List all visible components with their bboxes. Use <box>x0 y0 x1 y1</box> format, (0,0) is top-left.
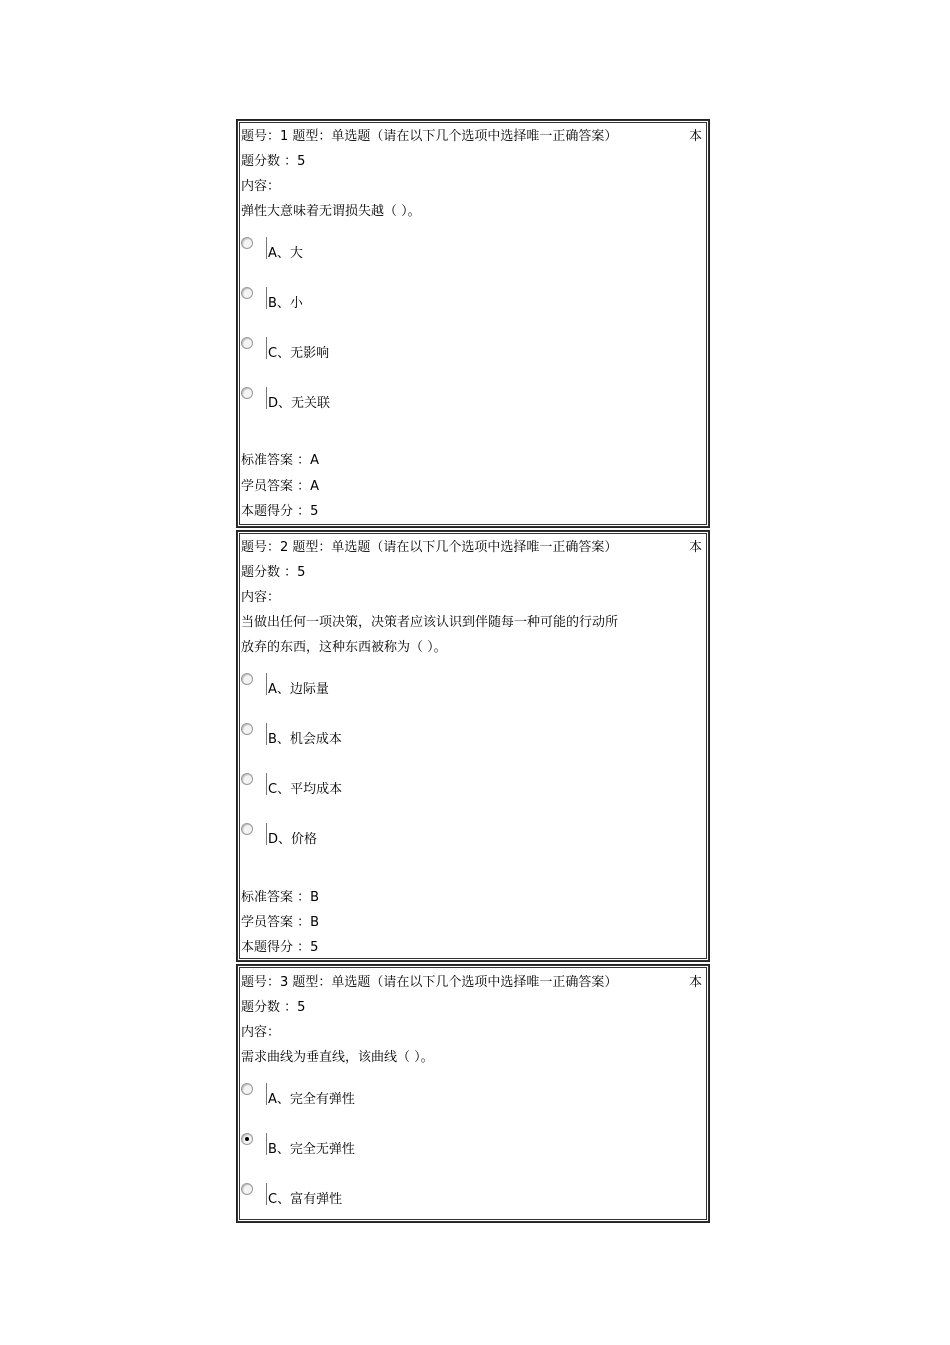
question-1-option-a[interactable] <box>241 237 541 263</box>
question-1-header: 题号：1 题型：单选题（请在以下几个选项中选择唯一正确答案） <box>241 129 618 144</box>
divider <box>266 387 267 409</box>
question-3-header: 题号：3 题型：单选题（请在以下几个选项中选择唯一正确答案） <box>241 975 618 990</box>
radio-icon[interactable] <box>241 773 253 785</box>
question-2-option-c[interactable] <box>241 773 541 799</box>
question-2-standard-answer: 标准答案 ：B <box>241 890 320 905</box>
question-2 <box>237 531 709 961</box>
question-1-option-d[interactable] <box>241 387 541 413</box>
option-label: C、平均成本 <box>268 782 343 797</box>
question-2-option-b[interactable] <box>241 723 541 749</box>
radio-icon[interactable] <box>241 1183 253 1195</box>
option-label: B、完全无弹性 <box>268 1142 355 1157</box>
radio-icon[interactable] <box>241 337 253 349</box>
divider <box>266 287 267 309</box>
question-3-option-a[interactable] <box>241 1083 541 1109</box>
question-2-content-label: 内容： <box>241 590 281 605</box>
option-label: B、机会成本 <box>268 732 342 747</box>
question-2-stem-line-2: 放弃的东西，这种东西被称为（ ）。 <box>241 640 447 655</box>
question-2-option-d[interactable] <box>241 823 541 849</box>
question-1-option-b[interactable] <box>241 287 541 313</box>
radio-icon[interactable] <box>241 823 253 835</box>
question-1-standard-answer: 标准答案 ：A <box>241 453 320 468</box>
option-label: C、富有弹性 <box>268 1192 343 1207</box>
option-label: A、边际量 <box>268 682 329 697</box>
question-3-header-right: 本 <box>688 975 702 990</box>
divider <box>266 1183 267 1205</box>
question-1-header-right: 本 <box>688 129 702 144</box>
question-1 <box>237 120 709 527</box>
option-label: B、小 <box>268 296 303 311</box>
option-label: A、完全有弹性 <box>268 1092 355 1107</box>
radio-selected-icon[interactable] <box>241 1133 253 1145</box>
option-label: A、大 <box>268 246 303 261</box>
radio-icon[interactable] <box>241 287 253 299</box>
radio-icon[interactable] <box>241 237 253 249</box>
divider <box>266 1133 267 1155</box>
divider <box>266 773 267 795</box>
radio-icon[interactable] <box>241 673 253 685</box>
divider <box>266 237 267 259</box>
question-3-stem: 需求曲线为垂直线，该曲线（ ）。 <box>241 1050 434 1065</box>
radio-icon[interactable] <box>241 387 253 399</box>
divider <box>266 1083 267 1105</box>
question-1-option-c[interactable] <box>241 337 541 363</box>
question-2-option-a[interactable] <box>241 673 541 699</box>
question-2-score: 题分数 ：5 <box>241 565 306 580</box>
radio-icon[interactable] <box>241 1083 253 1095</box>
question-3-score: 题分数 ：5 <box>241 1000 306 1015</box>
question-1-points: 本题得分 ：5 <box>241 504 319 519</box>
radio-icon[interactable] <box>241 723 253 735</box>
option-label: D、无关联 <box>268 396 331 411</box>
question-2-stem-line-1: 当做出任何一项决策，决策者应该认识到伴随每一种可能的行动所 <box>241 615 619 630</box>
question-1-student-answer: 学员答案 ：A <box>241 479 320 494</box>
question-1-content-label: 内容： <box>241 179 281 194</box>
divider <box>266 723 267 745</box>
question-2-points: 本题得分 ：5 <box>241 940 319 955</box>
question-3-option-c[interactable] <box>241 1183 541 1209</box>
option-label: C、无影响 <box>268 346 330 361</box>
question-2-student-answer: 学员答案 ：B <box>241 915 320 930</box>
question-3-option-b[interactable] <box>241 1133 541 1159</box>
divider <box>266 673 267 695</box>
question-3-content-label: 内容： <box>241 1025 281 1040</box>
question-1-score: 题分数 ：5 <box>241 154 306 169</box>
question-2-header: 题号：2 题型：单选题（请在以下几个选项中选择唯一正确答案） <box>241 540 618 555</box>
question-2-header-right: 本 <box>688 540 702 555</box>
option-label: D、价格 <box>268 832 318 847</box>
question-3 <box>237 965 709 1222</box>
question-1-stem: 弹性大意味着无谓损失越（ ）。 <box>241 204 421 219</box>
divider <box>266 337 267 359</box>
divider <box>266 823 267 845</box>
